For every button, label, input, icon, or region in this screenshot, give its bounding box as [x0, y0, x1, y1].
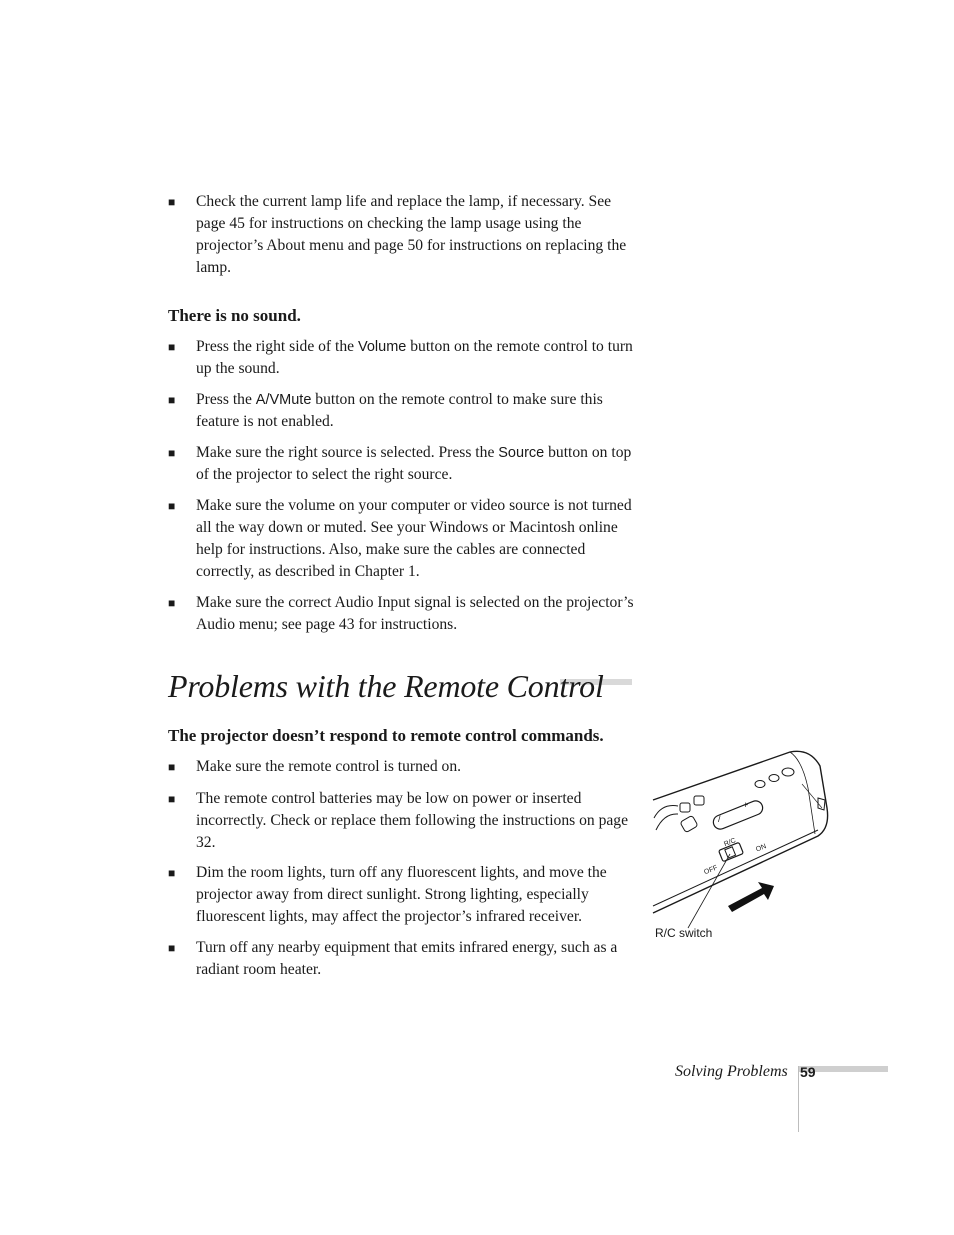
- list-item: [168, 862, 634, 928]
- list-item: [168, 442, 634, 486]
- figure-caption: R/C switch: [655, 926, 713, 940]
- list-item-text: Press the A/VMute button on the remote control to make sure this feature is not enabled.: [196, 391, 603, 430]
- bullet-icon: ■: [168, 866, 176, 880]
- list-item: [168, 389, 634, 433]
- list-item-text: Press the right side of the Volume button on the remote control to turn up the sound.: [196, 338, 633, 377]
- page-number: 59: [800, 1064, 816, 1080]
- button-name: Volume: [357, 339, 407, 355]
- svg-text:OFF: OFF: [703, 864, 719, 877]
- list-item-text: The remote control batteries may be low on power or inserted incorrectly. Check or replace them following the instructions on page 32.: [196, 790, 629, 851]
- list-item: [168, 191, 634, 279]
- bullet-icon: ■: [168, 499, 176, 513]
- svg-text:/: /: [718, 814, 721, 824]
- svg-text:+: +: [743, 800, 749, 810]
- bullet-icon: ■: [168, 195, 176, 209]
- bullet-icon: ■: [168, 596, 176, 610]
- list-item-text: Make sure the right source is selected. Press the Source button on top of the projector to select the right source.: [196, 444, 632, 483]
- footer-rule: [798, 1066, 799, 1132]
- bullet-icon: ■: [168, 340, 176, 354]
- remote-control-illustration: [650, 748, 830, 948]
- list-item: [168, 336, 634, 380]
- footer-chapter-label: Solving Problems: [675, 1063, 788, 1080]
- button-name: A/VMute: [255, 392, 312, 408]
- bullet-icon: ■: [168, 760, 176, 774]
- list-item: [168, 592, 634, 636]
- list-item-text: Make sure the correct Audio Input signal is selected on the projector’s Audio menu; see page 43 for instructions.: [196, 594, 634, 633]
- list-item-text: Make sure the volume on your computer or video source is not turned all the way down or muted. See your Windows or Macintosh online help for instructions. Also, make sure the cables are connected correctly, as described in Chapter 1.: [196, 497, 632, 580]
- bullet-icon: ■: [168, 941, 176, 955]
- section-title: Problems with the Remote Control: [168, 668, 604, 704]
- list-item-text: Dim the room lights, turn off any fluorescent lights, and move the projector away from direct sunlight. Strong lighting, especially fluorescent lights, may affect the projector’s infrared receiver.: [196, 864, 607, 925]
- list-item: [168, 756, 608, 778]
- list-item: [168, 788, 628, 854]
- bullet-icon: ■: [168, 393, 176, 407]
- list-item: [168, 495, 634, 583]
- remote-heading: The projector doesn’t respond to remote control commands.: [168, 726, 604, 745]
- list-item-text: Turn off any nearby equipment that emits infrared energy, such as a radiant room heater.: [196, 939, 618, 978]
- button-name: Source: [498, 445, 545, 461]
- list-item-text: Check the current lamp life and replace the lamp, if necessary. See page 45 for instructions on checking the lamp usage using the projector’s About menu and page 50 for instructions on replacing the lamp.: [196, 193, 627, 276]
- bullet-icon: ■: [168, 792, 176, 806]
- svg-text:R/C: R/C: [723, 837, 737, 849]
- no-sound-heading: There is no sound.: [168, 306, 301, 325]
- svg-text:ON: ON: [755, 843, 768, 854]
- bullet-icon: ■: [168, 446, 176, 460]
- list-item-text: Make sure the remote control is turned on.: [196, 758, 462, 775]
- list-item: [168, 937, 628, 981]
